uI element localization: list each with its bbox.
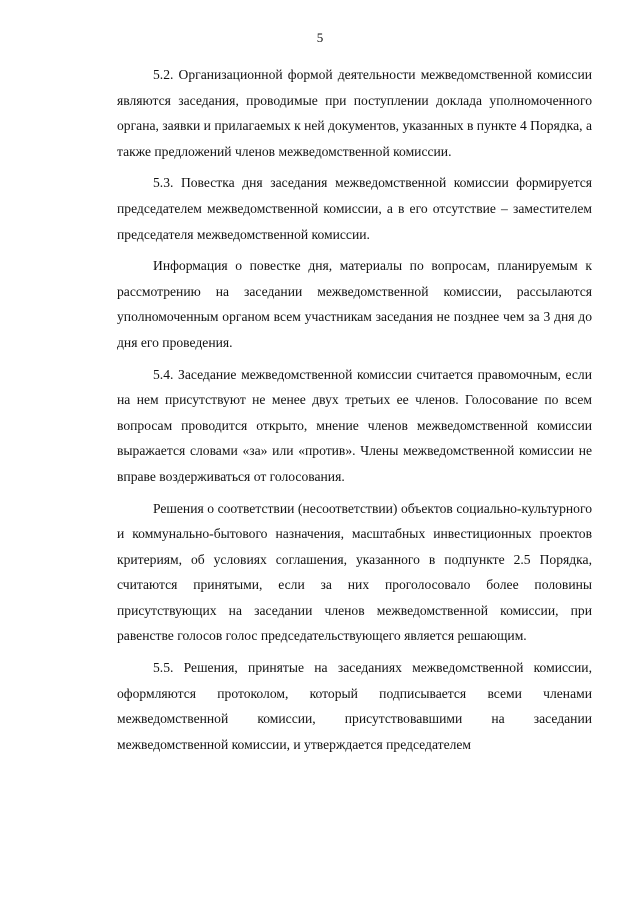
paragraph-5-5: 5.5. Решения, принятые на заседаниях межведомственной комиссии, оформляются протоколом, который подписывается всеми членами межведомственной комиссии, присутствовавшими на заседании межведомственной комиссии, и утверждается председателем — [117, 660, 592, 752]
paragraph-5-4: 5.4. Заседание межведомственной комиссии считается правомочным, если на нем присутствуют не менее двух третьих ее членов. Голосование по всем вопросам проводится открыто, мнение членов межведомственной комиссии выражается словами «за» или «против». Члены межведомственной комиссии не вправе воздерживаться от голосования. — [117, 366, 592, 484]
page-number: 5 — [316, 30, 324, 45]
paragraph-5-2: 5.2. Организационной формой деятельности межведомственной комиссии являются заседания, проводимые при поступлении доклада уполномоченного органа, заявки и прилагаемых к ней документов, указанных в пункте 4 Порядка, а также предложений членов межведомственной комиссии. — [117, 67, 592, 159]
paragraph-5-3: 5.3. Повестка дня заседания межведомственной комиссии формируется председателем межведомственной комиссии, а в его отсутствие – заместителем председателя межведомственной комиссии. — [117, 175, 592, 242]
paragraph-decisions: Решения о соответствии (несоответствии) объектов социально-культурного и коммунально-бытового назначения, масштабных инвестиционных проектов критериям, об условиях соглашения, указанного в подпункте 2.5 Порядка, считаются принятыми, если за них проголосовало более половины присутствующих на заседании членов межведомственной комиссии, при равенстве голосов голос председательствующего является решающим. — [117, 500, 592, 644]
document-body — [117, 62, 592, 757]
paragraph-agenda-info: Информация о повестке дня, материалы по вопросам, планируемым к рассмотрению на заседании межведомственной комиссии, рассылаются уполномоченным органом всем участникам заседания не позднее чем за 3 дня до дня его проведения. — [117, 258, 592, 350]
